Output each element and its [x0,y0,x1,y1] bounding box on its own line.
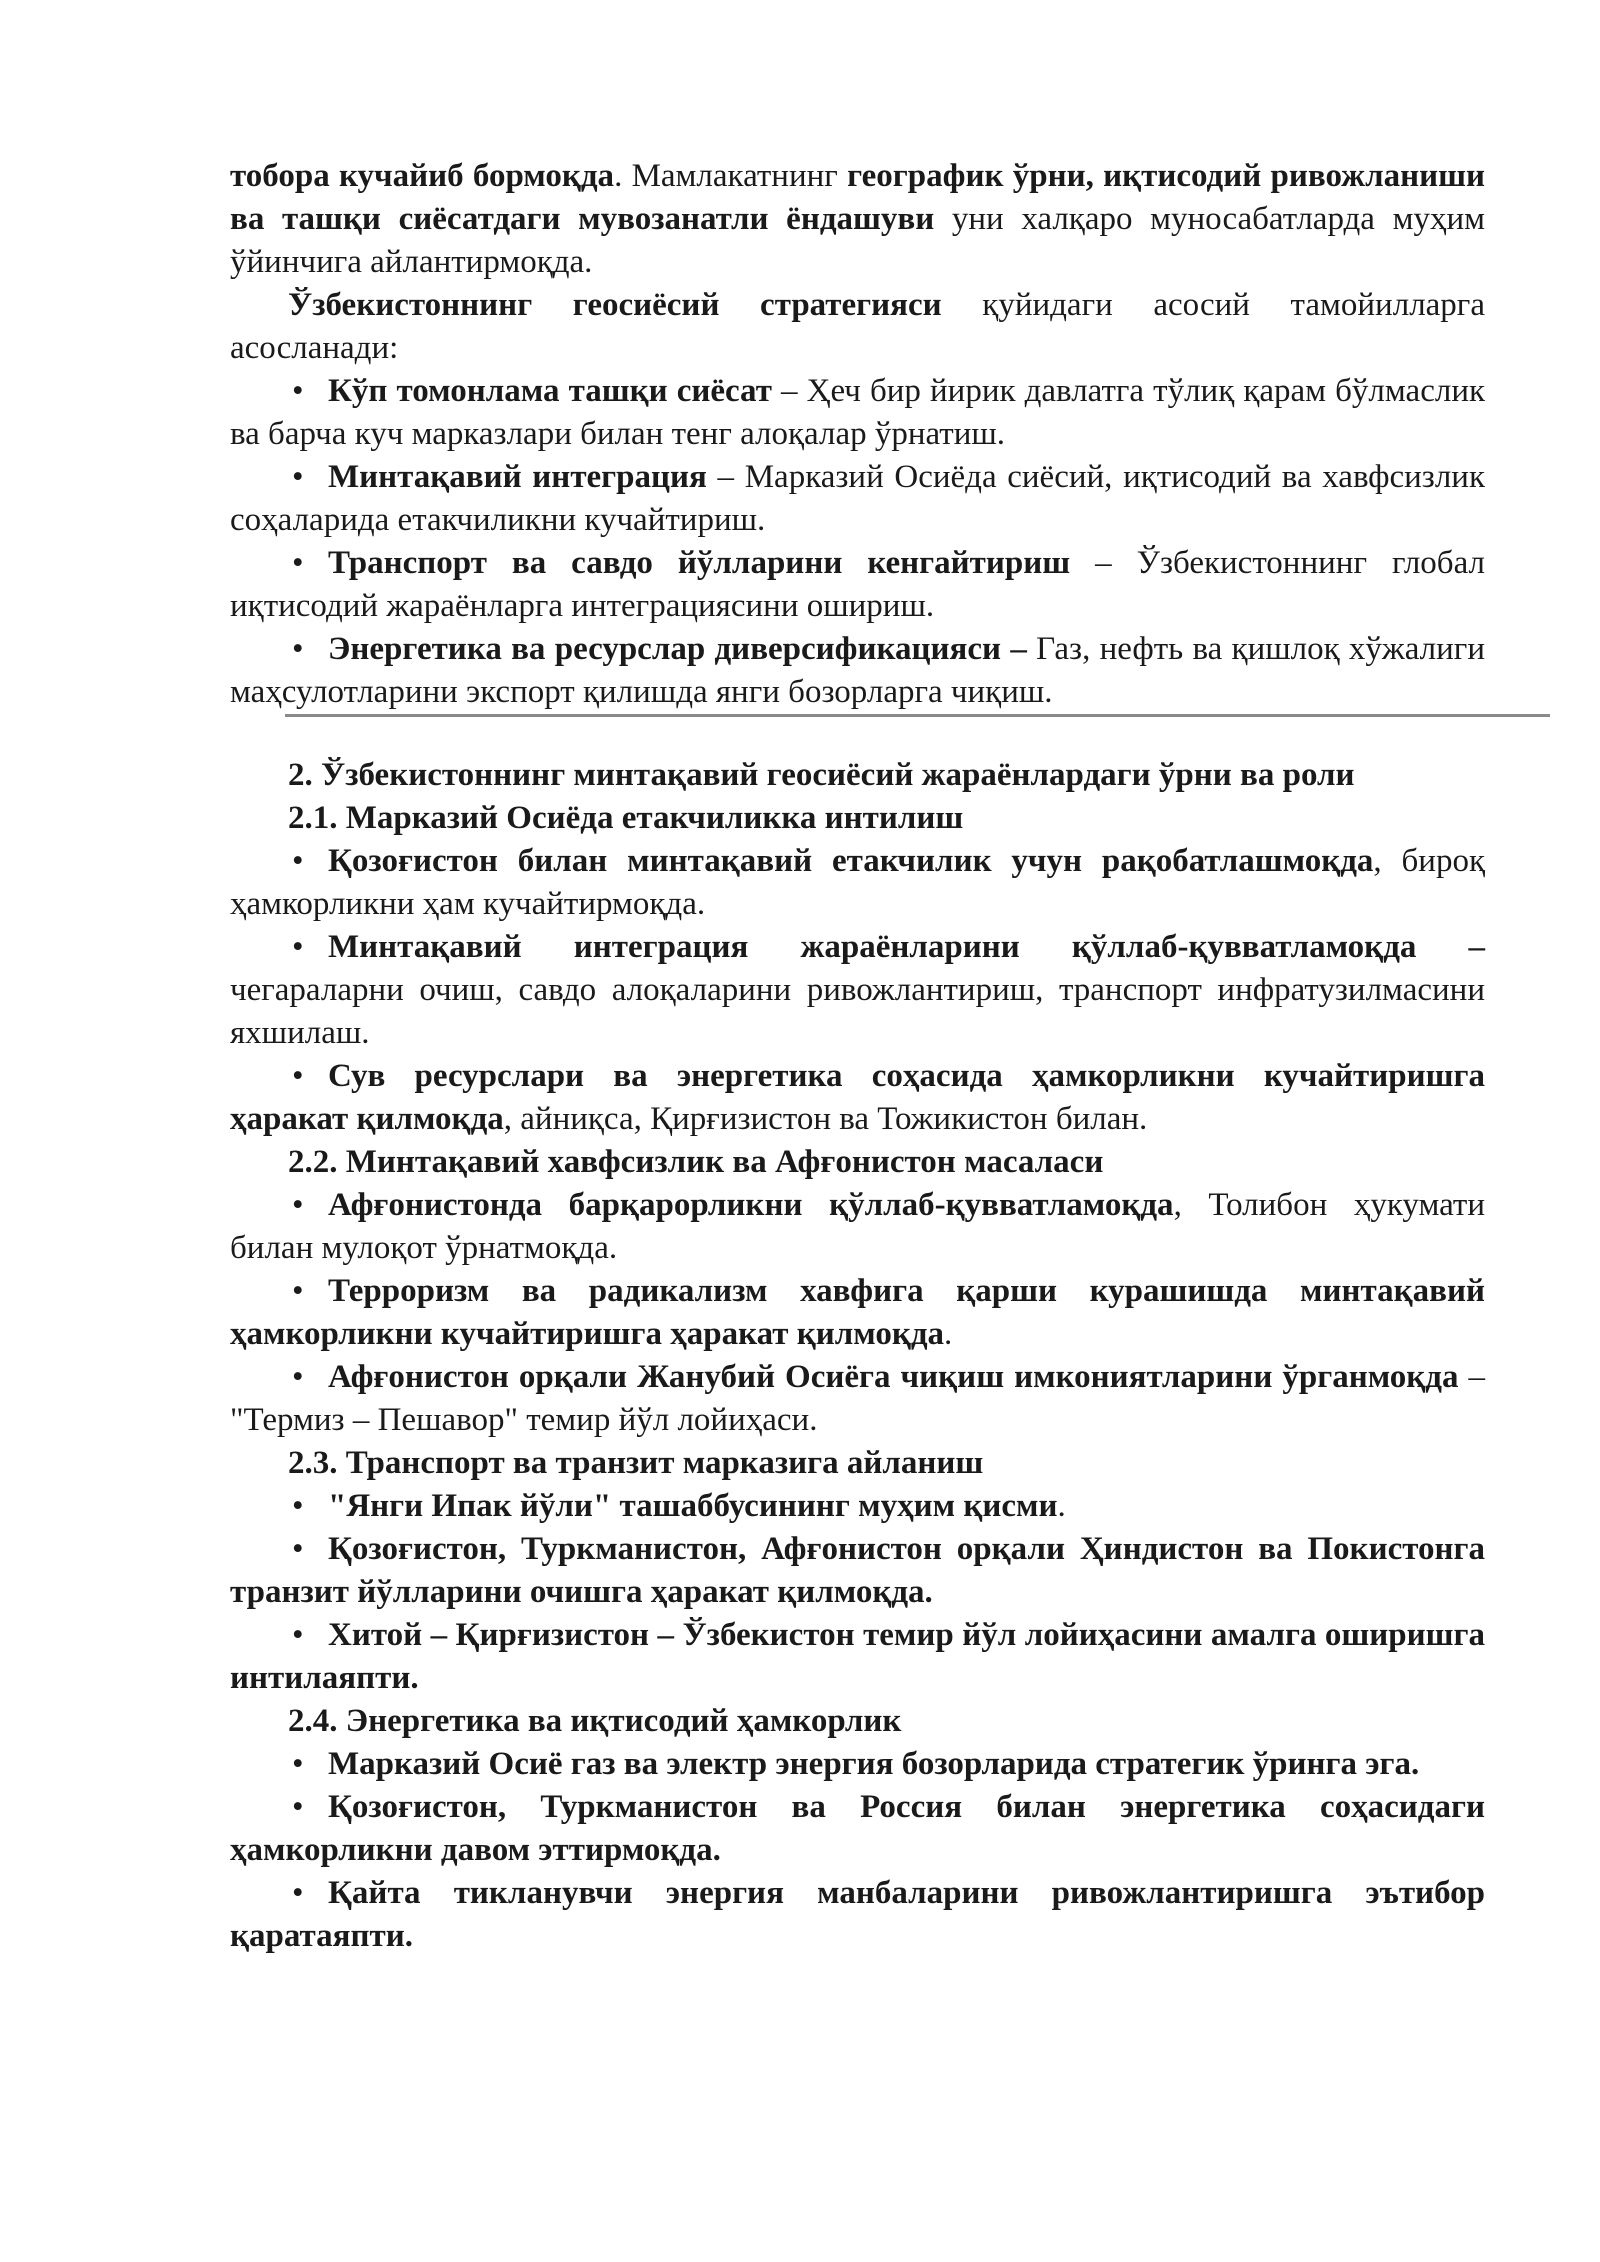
intro-paragraph [230,155,1485,284]
list-item [230,926,1485,1055]
list-item-text: . [1057,1488,1066,1524]
list-item [230,840,1485,926]
section-2-4-list [230,1743,1485,1958]
bullet-icon: • [292,1273,304,1309]
list-item-bold-text: Кўп томонлама ташқи сиёсат [328,373,772,409]
list-item-bold-text: Марказий Осиё газ ва электр энергия бозорларида стратегик ўринга эга. [328,1746,1420,1782]
horizontal-divider [285,714,1550,717]
list-item-text: , Толибон ҳукумати билан мулоқот ўрнатмоқда. [230,1187,1485,1266]
section-2-3-heading: 2.3. Транспорт ва транзит марказига айланиш [288,1445,984,1481]
bullet-icon: • [292,843,304,879]
bullet-icon: • [292,1746,304,1782]
list-item-text: Газ, нефть ва қишлоқ хўжалиги маҳсулотларини экспорт қилишда янги бозорларга чиқиш. [230,631,1485,710]
bullet-icon: • [292,929,304,965]
section-2-1-heading: 2.1. Марказий Осиёда етакчиликка интилиш [288,800,964,836]
list-item [230,456,1485,542]
list-item-bold-text: Энергетика ва ресурслар диверсификацияси – [328,631,1027,667]
list-item-text: , бироқ ҳамкорликни ҳам кучайтирмоқда. [230,843,1485,922]
section-2-2-list [230,1184,1485,1442]
list-item-bold-text: Терроризм ва радикализм хавфига қарши курашишда минтақавий ҳамкорликни кучайтиришга ҳаракат қилмоқда [230,1273,1485,1352]
principles-list [230,370,1485,714]
list-item-bold-text: Минтақавий интеграция жараёнларини қўллаб-қувватламоқда – [328,929,1485,965]
document-body [230,155,1485,1958]
bullet-icon: • [292,1531,304,1567]
list-item-bold-text: Қозоғистон билан минтақавий етакчилик учун рақобатлашмоқда [328,843,1374,879]
section-2-1-list [230,840,1485,1141]
bullet-icon: • [292,1789,304,1825]
list-item [230,1055,1485,1141]
plain-text: . Мамлакатнинг [614,158,848,194]
list-item [230,370,1485,456]
bold-text: географик ўрни, иқтисодий ривожланиши ва ташқи сиёсатдаги мувозанатли ёндашуви [230,158,1486,237]
list-item [230,1786,1485,1872]
list-item-bold-text: Қайта тикланувчи энергия манбаларини ривожлантиришга эътибор қаратаяпти. [230,1875,1485,1954]
list-item-bold-text: Минтақавий интеграция [328,459,707,495]
bold-text: Ўзбекистоннинг геосиёсий стратегияси [288,287,942,323]
section-2-3-list [230,1485,1485,1700]
list-item-text: , айниқса, Қирғизистон ва Тожикистон билан. [503,1101,1148,1137]
bold-text: тобора кучайиб бормоқда [230,158,615,194]
list-item-bold-text: Афғонистонда барқарорликни қўллаб-қувватламоқда [328,1187,1174,1223]
list-item [230,1743,1485,1786]
list-item [230,1872,1485,1958]
list-item-bold-text: Сув ресурслари ва энергетика соҳасида ҳамкорликни кучайтиришга ҳаракат қилмоқда [230,1058,1485,1137]
bullet-icon: • [292,631,304,667]
bullet-icon: • [292,1617,304,1653]
bullet-icon: • [292,459,304,495]
bullet-icon: • [292,545,304,581]
section-2-heading: 2. Ўзбекистоннинг минтақавий геосиёсий жараёнлардаги ўрни ва роли [288,757,1355,793]
section-2-2-heading: 2.2. Минтақавий хавфсизлик ва Афғонистон масаласи [288,1144,1104,1180]
list-item-bold-text: Қозоғистон, Туркманистон ва Россия билан энергетика соҳасидаги ҳамкорликни давом эттирмоқда. [230,1789,1485,1868]
list-item [230,1528,1485,1614]
list-item-bold-text: "Янги Ипак йўли" ташаббусининг муҳим қисми [328,1488,1058,1524]
plain-text: қуйидаги асосий тамойилларга асосланади: [230,287,1485,366]
list-item [230,1614,1485,1700]
list-item-text: чегараларни очиш, савдо алоқаларини ривожлантириш, транспорт инфратузилмасини яхшилаш. [230,972,1485,1051]
bullet-icon: • [292,373,304,409]
list-item-bold-text: Қозоғистон, Туркманистон, Афғонистон орқали Ҳиндистон ва Покистонга транзит йўлларини очишга ҳаракат қилмоқда. [230,1531,1485,1610]
bullet-icon: • [292,1187,304,1223]
list-item [230,542,1485,628]
list-item-text: – Ҳеч бир йирик давлатга тўлиқ қарам бўлмаслик ва барча куч марказлари билан тенг алоқалар ўрнатиш. [230,373,1486,452]
list-item-text: . [944,1316,953,1352]
list-item [230,628,1485,714]
bullet-icon: • [292,1875,304,1911]
list-item [230,1184,1485,1270]
section-2-4-heading: 2.4. Энергетика ва иқтисодий ҳамкорлик [288,1703,902,1739]
plain-text: уни халқаро муносабатларда муҳим ўйинчига айлантирмоқда. [230,201,1485,280]
list-item-text: – Ўзбекистоннинг глобал иқтисодий жараёнларга интеграциясини ошириш. [230,545,1485,624]
list-item [230,1485,1485,1528]
bullet-icon: • [292,1359,304,1395]
list-item-bold-text: Афғонистон орқали Жанубий Осиёга чиқиш имкониятларини ўрганмоқда [328,1359,1459,1395]
list-item [230,1270,1485,1356]
bullet-icon: • [292,1488,304,1524]
list-item-bold-text: Хитой – Қирғизистон – Ўзбекистон темир йўл лойиҳасини амалга оширишга интилаяпти. [230,1617,1485,1696]
list-item-text: – "Термиз – Пешавор" темир йўл лойиҳаси. [230,1359,1485,1438]
strategy-paragraph [230,284,1485,370]
list-item [230,1356,1485,1442]
list-item-text: – Марказий Осиёда сиёсий, иқтисодий ва хавфсизлик соҳаларида етакчиликни кучайтириш. [230,459,1485,538]
bullet-icon: • [292,1058,304,1094]
list-item-bold-text: Транспорт ва савдо йўлларини кенгайтириш [328,545,1071,581]
